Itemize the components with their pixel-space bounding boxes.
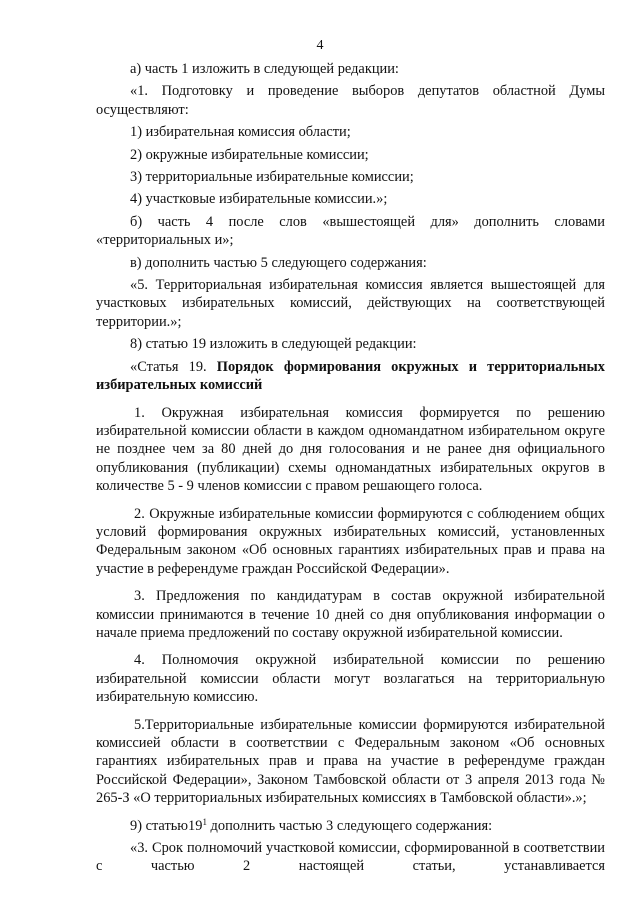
superscript-1: 1	[202, 816, 207, 827]
item-b: б) часть 4 после слов «вышестоящей для» дополнить словами «территориальных и»;	[96, 213, 605, 249]
item-a: а) часть 1 изложить в следующей редакции:	[130, 61, 399, 77]
list-item-2: 2) окружные избирательные комиссии;	[130, 146, 369, 163]
part-5-text: «5. Территориальная избирательная комиссия является вышестоящей для участковых избирательных комиссий, действующих на соответствующей территории.»;	[96, 277, 605, 330]
article-prefix: «Статья 19.	[130, 358, 217, 375]
list-item-1: 1) избирательная комиссия области;	[130, 124, 351, 141]
part-1-text: «1. Подготовку и проведение выборов депутатов областной Думы осуществляют:	[96, 83, 605, 118]
article-title: Порядок формирования окружных и территориальных избирательных комиссий	[96, 358, 605, 394]
item-9-end: дополнить частью 3 следующего содержания:	[206, 817, 493, 834]
item-8: 8) статью 19 изложить в следующей редакции:	[130, 336, 417, 353]
part-3-text: «3. Срок полномочий участковой комиссии, сформированной в соответствии с частью 2 настоящей статьи, устанавливается	[96, 840, 605, 875]
article-part-1: 1. Окружная избирательная комиссия формируется по решению избирательной комиссии области в каждом одномандатном избирательном округе не позднее чем за 80 дней до дня голосования и не ранее дня официального опубликования (публикации) схемы одномандатных избирательных округов в количестве 5 - 9 членов комиссии с правом решающего голоса.	[96, 404, 605, 495]
item-9-start: 9) статью19	[130, 817, 203, 834]
item-9	[96, 817, 605, 835]
article-part-4: 4. Полномочия окружной избирательной комиссии по решению избирательной комиссии области могут возлагаться на территориальную избирательную комиссию.	[96, 652, 605, 706]
list-item-4: 4) участковые избирательные комиссии.»;	[130, 191, 388, 208]
item-v: в) дополнить частью 5 следующего содержания:	[130, 254, 427, 271]
article-part-3: 3. Предложения по кандидатурам в состав окружной избирательной комиссии принимаются в течение 10 дней со дня опубликования информации о начале приема предложений по составу окружной избирательной комиссии.	[96, 588, 605, 641]
page-number: 4	[316, 38, 324, 53]
document-body	[96, 60, 605, 876]
article-part-2: 2. Окружные избирательные комиссии формируются с соблюдением общих условий формирования окружных избирательных комиссий, установленных Федеральным законом «Об основных гарантиях избирательных прав и права на участие в референдуме граждан Российской Федерации».	[96, 505, 605, 577]
article-19-heading	[96, 358, 605, 395]
list-item-3: 3) территориальные избирательные комиссии;	[130, 169, 414, 186]
article-part-5: 5.Территориальные избирательные комиссии формируются избирательной комиссией области в соответствии с Федеральным законом «Об основных гарантиях избирательных прав и права на участие в референдуме граждан Российской Федерации», Законом Тамбовской области от 3 апреля 2013 года № 265-З «О территориальных избирательных комиссиях в Тамбовской области».»;	[96, 716, 605, 807]
